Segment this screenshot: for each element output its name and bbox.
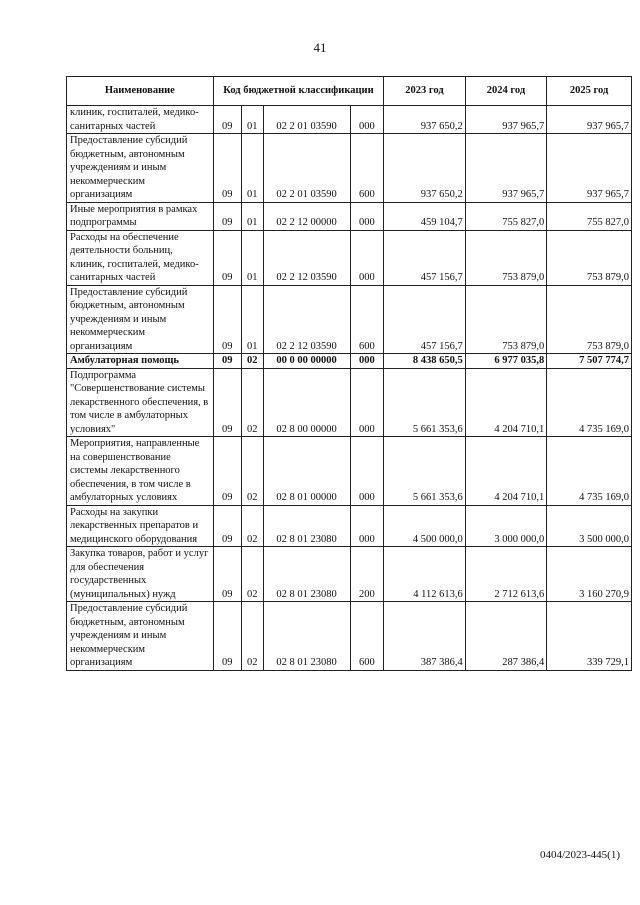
budget-table <box>66 76 632 671</box>
row-expense-type: 000 <box>350 106 384 134</box>
row-value-2023: 4 500 000,0 <box>384 505 465 547</box>
row-section: 09 <box>213 134 241 203</box>
header-code: Код бюджетной классификации <box>213 77 384 106</box>
document-code: 0404/2023-445(1) <box>539 849 620 861</box>
row-target-article: 02 8 01 23080 <box>263 602 350 671</box>
row-value-2025: 753 879,0 <box>547 230 632 285</box>
row-subsection: 02 <box>241 368 263 437</box>
table-row <box>67 602 632 671</box>
table-header-row <box>67 77 632 106</box>
row-target-article: 02 8 01 23080 <box>263 547 350 602</box>
row-value-2025: 937 965,7 <box>547 106 632 134</box>
row-subsection: 02 <box>241 354 263 369</box>
row-expense-type: 600 <box>350 602 384 671</box>
row-name: Закупка товаров, работ и услуг для обеспечения государственных (муниципальных) нужд <box>67 547 214 602</box>
row-target-article: 02 2 12 03590 <box>263 230 350 285</box>
row-target-article: 00 0 00 00000 <box>263 354 350 369</box>
table-row <box>67 285 632 354</box>
row-section: 09 <box>213 230 241 285</box>
row-target-article: 02 8 01 00000 <box>263 437 350 506</box>
table-row <box>67 437 632 506</box>
row-value-2024: 4 204 710,1 <box>465 368 546 437</box>
row-section: 09 <box>213 437 241 506</box>
row-section: 09 <box>213 547 241 602</box>
table-row <box>67 368 632 437</box>
row-value-2024: 753 879,0 <box>465 230 546 285</box>
row-subsection: 02 <box>241 505 263 547</box>
row-expense-type: 000 <box>350 437 384 506</box>
row-expense-type: 000 <box>350 354 384 369</box>
row-value-2025: 755 827,0 <box>547 202 632 230</box>
row-value-2025: 3 160 270,9 <box>547 547 632 602</box>
row-target-article: 02 8 01 23080 <box>263 505 350 547</box>
row-name: Амбулаторная помощь <box>67 354 214 369</box>
row-value-2025: 937 965,7 <box>547 134 632 203</box>
row-subsection: 02 <box>241 437 263 506</box>
row-section: 09 <box>213 202 241 230</box>
row-value-2023: 5 661 353,6 <box>384 368 465 437</box>
header-name: Наименование <box>67 77 214 106</box>
row-value-2024: 2 712 613,6 <box>465 547 546 602</box>
row-name: Расходы на обеспечение деятельности больниц, клиник, госпиталей, медико-санитарных частей <box>67 230 214 285</box>
table-row <box>67 354 632 369</box>
row-value-2023: 5 661 353,6 <box>384 437 465 506</box>
row-value-2024: 4 204 710,1 <box>465 437 546 506</box>
row-target-article: 02 2 12 03590 <box>263 285 350 354</box>
row-value-2025: 7 507 774,7 <box>547 354 632 369</box>
header-2024: 2024 год <box>465 77 546 106</box>
row-section: 09 <box>213 368 241 437</box>
row-value-2023: 937 650,2 <box>384 106 465 134</box>
row-target-article: 02 8 00 00000 <box>263 368 350 437</box>
row-expense-type: 000 <box>350 230 384 285</box>
header-2025: 2025 год <box>547 77 632 106</box>
row-name: клиник, госпиталей, медико-санитарных частей <box>67 106 214 134</box>
table-row <box>67 202 632 230</box>
table-row <box>67 106 632 134</box>
row-value-2024: 937 965,7 <box>465 106 546 134</box>
row-value-2024: 755 827,0 <box>465 202 546 230</box>
row-value-2025: 4 735 169,0 <box>547 437 632 506</box>
row-value-2024: 937 965,7 <box>465 134 546 203</box>
row-section: 09 <box>213 285 241 354</box>
row-name: Расходы на закупки лекарственных препаратов и медицинского оборудования <box>67 505 214 547</box>
row-subsection: 01 <box>241 106 263 134</box>
row-value-2023: 457 156,7 <box>384 230 465 285</box>
row-subsection: 01 <box>241 134 263 203</box>
row-subsection: 02 <box>241 602 263 671</box>
header-2023: 2023 год <box>384 77 465 106</box>
row-name: Иные мероприятия в рамках подпрограммы <box>67 202 214 230</box>
row-value-2025: 3 500 000,0 <box>547 505 632 547</box>
row-subsection: 02 <box>241 547 263 602</box>
row-name: Предоставление субсидий бюджетным, автономным учреждениям и иным некоммерческим организациям <box>67 285 214 354</box>
row-value-2023: 4 112 613,6 <box>384 547 465 602</box>
row-value-2025: 753 879,0 <box>547 285 632 354</box>
row-name: Подпрограмма "Совершенствование системы лекарственного обеспечения, в том числе в амбулаторных условиях" <box>67 368 214 437</box>
row-value-2023: 459 104,7 <box>384 202 465 230</box>
row-name: Предоставление субсидий бюджетным, автономным учреждениям и иным некоммерческим организациям <box>67 602 214 671</box>
row-expense-type: 200 <box>350 547 384 602</box>
row-expense-type: 600 <box>350 285 384 354</box>
row-target-article: 02 2 01 03590 <box>263 134 350 203</box>
row-expense-type: 000 <box>350 202 384 230</box>
row-expense-type: 600 <box>350 134 384 203</box>
row-value-2025: 4 735 169,0 <box>547 368 632 437</box>
row-target-article: 02 2 01 03590 <box>263 106 350 134</box>
row-section: 09 <box>213 106 241 134</box>
row-value-2023: 387 386,4 <box>384 602 465 671</box>
row-value-2025: 339 729,1 <box>547 602 632 671</box>
row-section: 09 <box>213 602 241 671</box>
table-body <box>67 106 632 671</box>
row-subsection: 01 <box>241 285 263 354</box>
row-name: Мероприятия, направленные на совершенствование системы лекарственного обеспечения, в том числе в амбулаторных условиях <box>67 437 214 506</box>
row-expense-type: 000 <box>350 368 384 437</box>
row-subsection: 01 <box>241 202 263 230</box>
row-section: 09 <box>213 354 241 369</box>
row-target-article: 02 2 12 00000 <box>263 202 350 230</box>
row-value-2024: 3 000 000,0 <box>465 505 546 547</box>
row-expense-type: 000 <box>350 505 384 547</box>
row-subsection: 01 <box>241 230 263 285</box>
table-row <box>67 134 632 203</box>
row-name: Предоставление субсидий бюджетным, автономным учреждениям и иным некоммерческим организациям <box>67 134 214 203</box>
row-value-2024: 6 977 035,8 <box>465 354 546 369</box>
row-value-2024: 753 879,0 <box>465 285 546 354</box>
row-value-2024: 287 386,4 <box>465 602 546 671</box>
table-row <box>67 230 632 285</box>
row-value-2023: 457 156,7 <box>384 285 465 354</box>
page-number: 41 <box>313 40 327 55</box>
row-value-2023: 937 650,2 <box>384 134 465 203</box>
row-section: 09 <box>213 505 241 547</box>
row-value-2023: 8 438 650,5 <box>384 354 465 369</box>
table-row <box>67 547 632 602</box>
table-row <box>67 505 632 547</box>
